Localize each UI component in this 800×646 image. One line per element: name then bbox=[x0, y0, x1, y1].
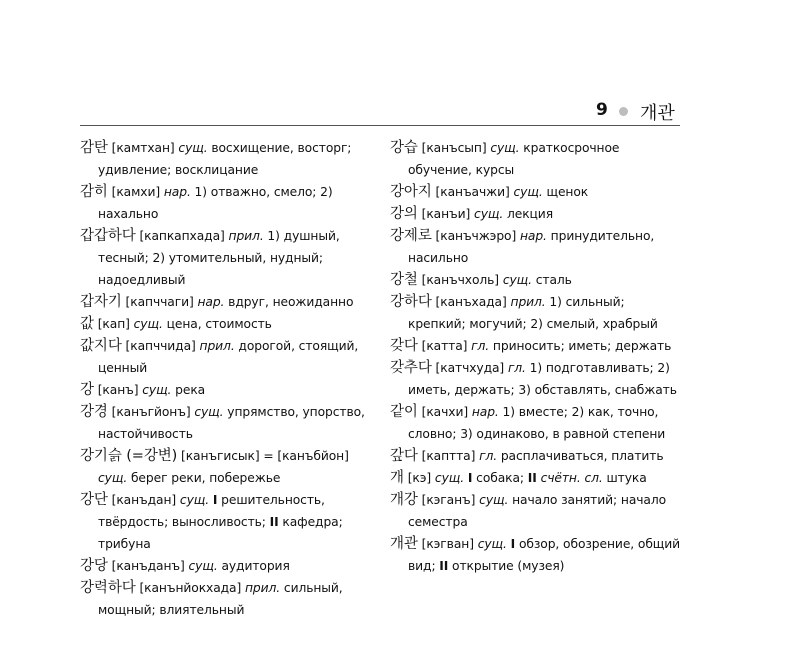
definition: сталь bbox=[531, 273, 572, 287]
dictionary-entry bbox=[80, 181, 372, 225]
definition: приносить; иметь; держать bbox=[489, 339, 672, 353]
dictionary-entry bbox=[80, 313, 372, 335]
transcription: [каптта] bbox=[417, 449, 480, 463]
headword: 감히 bbox=[80, 184, 108, 200]
definition: кафедра; трибуна bbox=[98, 515, 343, 551]
transcription: [качхи] bbox=[417, 405, 472, 419]
sense-marker: II bbox=[439, 559, 449, 573]
dictionary-entry bbox=[80, 291, 372, 313]
dictionary-entry bbox=[80, 445, 372, 489]
part-of-speech: сущ. bbox=[133, 317, 163, 331]
definition: берег реки, побережье bbox=[127, 471, 281, 485]
part-of-speech: сущ. bbox=[98, 471, 128, 485]
definition: аудитория bbox=[217, 559, 290, 573]
part-of-speech: нар. bbox=[197, 295, 225, 309]
definition: собака; bbox=[472, 471, 528, 485]
part-of-speech: прил. bbox=[510, 295, 546, 309]
transcription: [кап] bbox=[93, 317, 134, 331]
headword: 갖다 bbox=[390, 338, 418, 354]
headword: 같이 bbox=[390, 404, 418, 420]
transcription: [камтхан] bbox=[107, 141, 179, 155]
definition: восхищение, восторг; удивление; восклицание bbox=[98, 141, 352, 177]
definition: решительность, твёрдость; выносливость; bbox=[98, 493, 325, 529]
part-of-speech: сущ. bbox=[502, 273, 532, 287]
dictionary-entry bbox=[390, 401, 682, 445]
running-head: 개관 bbox=[640, 103, 675, 124]
sense-marker: I bbox=[467, 471, 473, 485]
dictionary-entry bbox=[390, 269, 682, 291]
part-of-speech: сущ. bbox=[490, 141, 520, 155]
definition: 1) душный, тесный; 2) утомительный, нудный; надоедливый bbox=[98, 229, 340, 287]
headword: 강아지 bbox=[390, 184, 432, 200]
dictionary-entry bbox=[390, 203, 682, 225]
part-of-speech: сущ. bbox=[142, 383, 172, 397]
transcription: [канъчхоль] bbox=[417, 273, 503, 287]
part-of-speech: прил. bbox=[228, 229, 264, 243]
part-of-speech: сущ. bbox=[434, 471, 465, 485]
headword: 강제로 bbox=[390, 228, 432, 244]
transcription: [канъгисык] = [канъбйон] bbox=[177, 449, 349, 463]
sense-marker: I bbox=[212, 493, 218, 507]
dictionary-entry bbox=[390, 533, 682, 577]
headword: 강의 bbox=[390, 206, 418, 222]
transcription: [капччида] bbox=[121, 339, 200, 353]
transcription: [канънйокхада] bbox=[135, 581, 245, 595]
part-of-speech: сущ. bbox=[513, 185, 543, 199]
part-of-speech: нар. bbox=[519, 229, 547, 243]
header-rule bbox=[80, 125, 680, 126]
definition: штука bbox=[602, 471, 647, 485]
headword: 개관 bbox=[390, 536, 418, 552]
transcription: [катта] bbox=[417, 339, 472, 353]
dictionary-entry bbox=[390, 291, 682, 335]
definition: 1) сильный; крепкий; могучий; 2) смелый, храбрый bbox=[408, 295, 658, 331]
part-of-speech: гл. bbox=[479, 449, 498, 463]
headword: 감탄 bbox=[80, 140, 108, 156]
dictionary-entry bbox=[390, 467, 682, 489]
transcription: [канъачжи] bbox=[431, 185, 514, 199]
definition: река bbox=[171, 383, 206, 397]
part-of-speech: сущ. bbox=[477, 537, 507, 551]
dictionary-entry bbox=[80, 379, 372, 401]
headword: 강력하다 bbox=[80, 580, 136, 596]
headword: 강습 bbox=[390, 140, 418, 156]
dictionary-entry bbox=[80, 137, 372, 181]
part-of-speech: счётн. сл. bbox=[540, 471, 603, 485]
transcription: [канъ] bbox=[93, 383, 143, 397]
headword: 갖추다 bbox=[390, 360, 432, 376]
definition: упрямство, упорство, настойчивость bbox=[98, 405, 365, 441]
headword: 강단 bbox=[80, 492, 108, 508]
transcription: [камхи] bbox=[107, 185, 164, 199]
transcription: [канъхада] bbox=[431, 295, 511, 309]
definition: сильный, мощный; влиятельный bbox=[98, 581, 343, 617]
headword: 강 bbox=[80, 382, 94, 398]
headword: 개 bbox=[390, 470, 404, 486]
part-of-speech: прил. bbox=[244, 581, 281, 595]
definition: щенок bbox=[542, 185, 589, 199]
definition: принудительно, насильно bbox=[408, 229, 655, 265]
headword: 강철 bbox=[390, 272, 418, 288]
transcription: [капкапхада] bbox=[135, 229, 229, 243]
transcription: [канъи] bbox=[417, 207, 475, 221]
part-of-speech: нар. bbox=[163, 185, 191, 199]
part-of-speech: сущ. bbox=[479, 493, 509, 507]
transcription: [канъчжэро] bbox=[431, 229, 520, 243]
dictionary-entry bbox=[80, 577, 372, 621]
definition: расплачиваться, платить bbox=[497, 449, 664, 463]
dictionary-entry bbox=[390, 225, 682, 269]
sense-marker: II bbox=[269, 515, 279, 529]
right-column bbox=[390, 137, 682, 577]
part-of-speech: сущ. bbox=[188, 559, 218, 573]
definition: вдруг, неожиданно bbox=[224, 295, 354, 309]
headword: 값 bbox=[80, 316, 94, 332]
dictionary-entry bbox=[390, 137, 682, 181]
left-column bbox=[80, 137, 372, 621]
transcription: [кэгван] bbox=[417, 537, 478, 551]
transcription: [кэганъ] bbox=[417, 493, 480, 507]
definition: открытие (музея) bbox=[448, 559, 565, 573]
transcription: [капччаги] bbox=[121, 295, 198, 309]
page-number: 9 bbox=[596, 100, 608, 120]
headword: 갚다 bbox=[390, 448, 418, 464]
dictionary-entry bbox=[390, 445, 682, 467]
headword: 강경 bbox=[80, 404, 108, 420]
part-of-speech: гл. bbox=[471, 339, 490, 353]
definition: цена, стоимость bbox=[162, 317, 272, 331]
dictionary-entry bbox=[80, 335, 372, 379]
transcription: [канъсып] bbox=[417, 141, 491, 155]
part-of-speech: сущ. bbox=[474, 207, 504, 221]
headword: 값지다 bbox=[80, 338, 122, 354]
part-of-speech: гл. bbox=[507, 361, 526, 375]
part-of-speech: сущ. bbox=[179, 493, 210, 507]
transcription: [кэ] bbox=[403, 471, 435, 485]
dictionary-entry bbox=[390, 335, 682, 357]
definition: лекция bbox=[503, 207, 553, 221]
definition: краткосрочное обучение, курсы bbox=[408, 141, 620, 177]
part-of-speech: сущ. bbox=[194, 405, 224, 419]
dictionary-entry bbox=[80, 401, 372, 445]
transcription: [канъданъ] bbox=[107, 559, 189, 573]
headword: 갑갑하다 bbox=[80, 228, 136, 244]
transcription: [катчхуда] bbox=[431, 361, 508, 375]
definition: 1) вместе; 2) как, точно, словно; 3) одинаково, в равной степени bbox=[408, 405, 666, 441]
headword: 갑자기 bbox=[80, 294, 122, 310]
sense-marker: I bbox=[510, 537, 516, 551]
headword: 개강 bbox=[390, 492, 418, 508]
headword: 강당 bbox=[80, 558, 108, 574]
part-of-speech: нар. bbox=[471, 405, 499, 419]
dictionary-entry bbox=[390, 489, 682, 533]
dictionary-entry bbox=[80, 225, 372, 291]
dictionary-entry bbox=[80, 489, 372, 555]
part-of-speech: прил. bbox=[199, 339, 235, 353]
definition: начало занятий; начало семестра bbox=[408, 493, 667, 529]
headword: 강하다 bbox=[390, 294, 432, 310]
definition: 1) подготавливать; 2) иметь, держать; 3) обставлять, снабжать bbox=[408, 361, 677, 397]
transcription: [канъгйонъ] bbox=[107, 405, 195, 419]
part-of-speech: сущ. bbox=[178, 141, 208, 155]
headword: 강기슭 (=강변) bbox=[80, 448, 178, 464]
sense-marker: II bbox=[527, 471, 537, 485]
dictionary-entry bbox=[80, 555, 372, 577]
dictionary-entry bbox=[390, 181, 682, 203]
dictionary-entry bbox=[390, 357, 682, 401]
definition: дорогой, стоящий, ценный bbox=[98, 339, 359, 375]
transcription: [канъдан] bbox=[107, 493, 180, 507]
definition: обзор, обозрение, общий вид; bbox=[408, 537, 681, 573]
definition: 1) отважно, смело; 2) нахально bbox=[98, 185, 333, 221]
bullet-dot-icon bbox=[619, 107, 628, 116]
